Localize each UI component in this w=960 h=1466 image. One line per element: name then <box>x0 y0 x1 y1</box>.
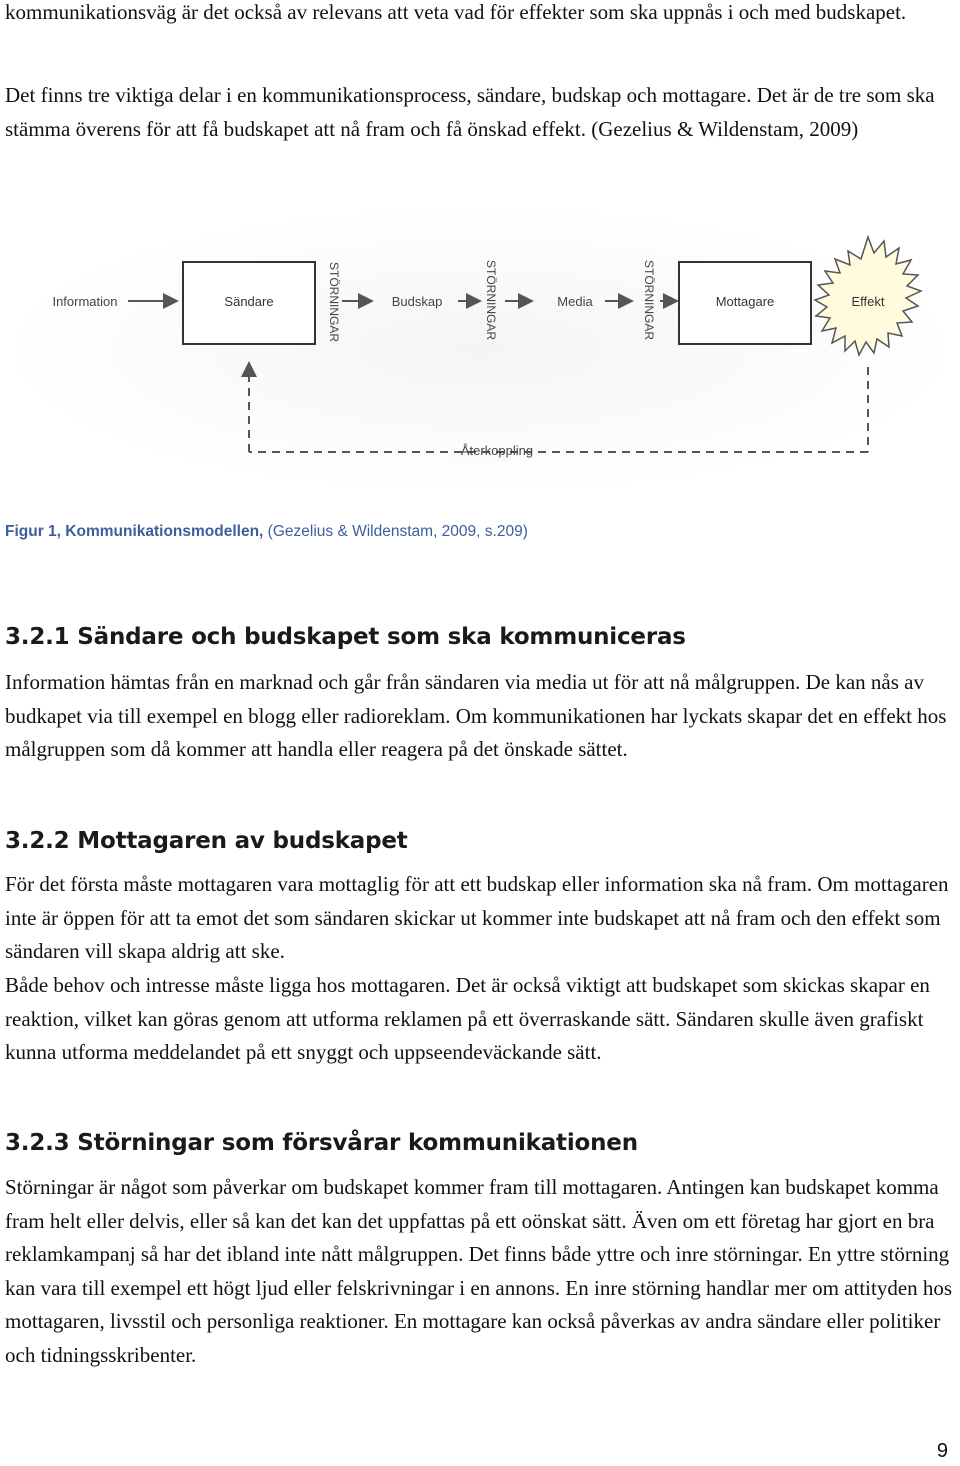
label-storningar-1: STÖRNINGAR <box>327 262 341 343</box>
section-3-2-2-text: För det första måste mottagaren vara mottaglig för att ett budskap eller information ska nå fram. Om mottagaren inte är öppen för att ta emot det som sändaren skickar ut kommer inte budskapet att nå fram och den effekt som sändaren vill skapa aldrig att ske. <box>5 872 949 964</box>
label-information: Information <box>52 294 118 309</box>
section-3-2-1-text: Information hämtas från en marknad och går från sändaren via media ut för att nå målgruppen. De kan nås av budkapet via till exempel en blogg eller radioreklam. Om kommunikationen har lyckats skapar det en effekt hos målgruppen som då kommer att handla eller reagera på det önskade sättet. <box>5 670 947 762</box>
label-storningar-2: STÖRNINGAR <box>484 260 498 341</box>
intro-paragraph-1: kommunikationsväg är det också av relevans att veta vad för effekter som ska uppnås i och med budskapet. <box>5 0 907 24</box>
label-media: Media <box>557 294 593 309</box>
section-heading-3-2-3: 3.2.3 Störningar som försvårar kommunikationen <box>5 1130 638 1156</box>
section-heading-3-2-2: 3.2.2 Mottagaren av budskapet <box>5 828 408 854</box>
section-3-2-2-text-2: Både behov och intresse måste ligga hos mottagaren. Det är också viktigt att budskapet som skickas skapar en reaktion, vilket kan göras genom att utforma reklamen på ett överraskande sätt. Sändaren skulle även grafiskt kunna utforma meddelandet på ett snyggt och uppseendeväckande sätt. <box>5 973 930 1065</box>
label-sandare: Sändare <box>224 294 274 309</box>
caption-reference: (Gezelius & Wildenstam, 2009, s.209) <box>263 523 528 540</box>
label-storningar-3: STÖRNINGAR <box>642 260 656 341</box>
section-3-2-3-text: Störningar är något som påverkar om budskapet kommer fram till mottagaren. Antingen kan budskapet komma fram helt eller delvis, eller så kan det kan det uppfattas på ett oönskat sätt. Även om ett företag har gjort en bra reklamkampanj så har det ibland inte nått målgruppen. Det finns både yttre och inre störningar. En yttre störning kan vara till exempel ett högt ljud eller felskrivningar i en annons. En inre störning handlar mer om attityden hos mottagaren, livsstil och personliga reaktioner. En mottagare kan också påverkas av andra sändare eller politiker och tidningsskribenter. <box>5 1175 953 1367</box>
section-heading-3-2-1: 3.2.1 Sändare och budskapet som ska kommuniceras <box>5 624 686 650</box>
label-effekt: Effekt <box>851 294 885 309</box>
label-budskap: Budskap <box>391 294 443 309</box>
figure-caption <box>5 523 528 541</box>
page-number: 9 <box>936 1440 948 1462</box>
label-mottagare: Mottagare <box>715 294 775 309</box>
intro-paragraph-2: Det finns tre viktiga delar i en kommunikationsprocess, sändare, budskap och mottagare. Det är de tre som ska stämma överens för att få budskapet att nå fram och få önskad effekt. (Gezelius & Wildenstam, 2009) <box>5 83 935 141</box>
label-aterkoppling: Återkoppling <box>460 443 534 458</box>
communication-model-figure <box>0 205 960 495</box>
caption-title: Figur 1, Kommunikationsmodellen, <box>5 523 264 540</box>
